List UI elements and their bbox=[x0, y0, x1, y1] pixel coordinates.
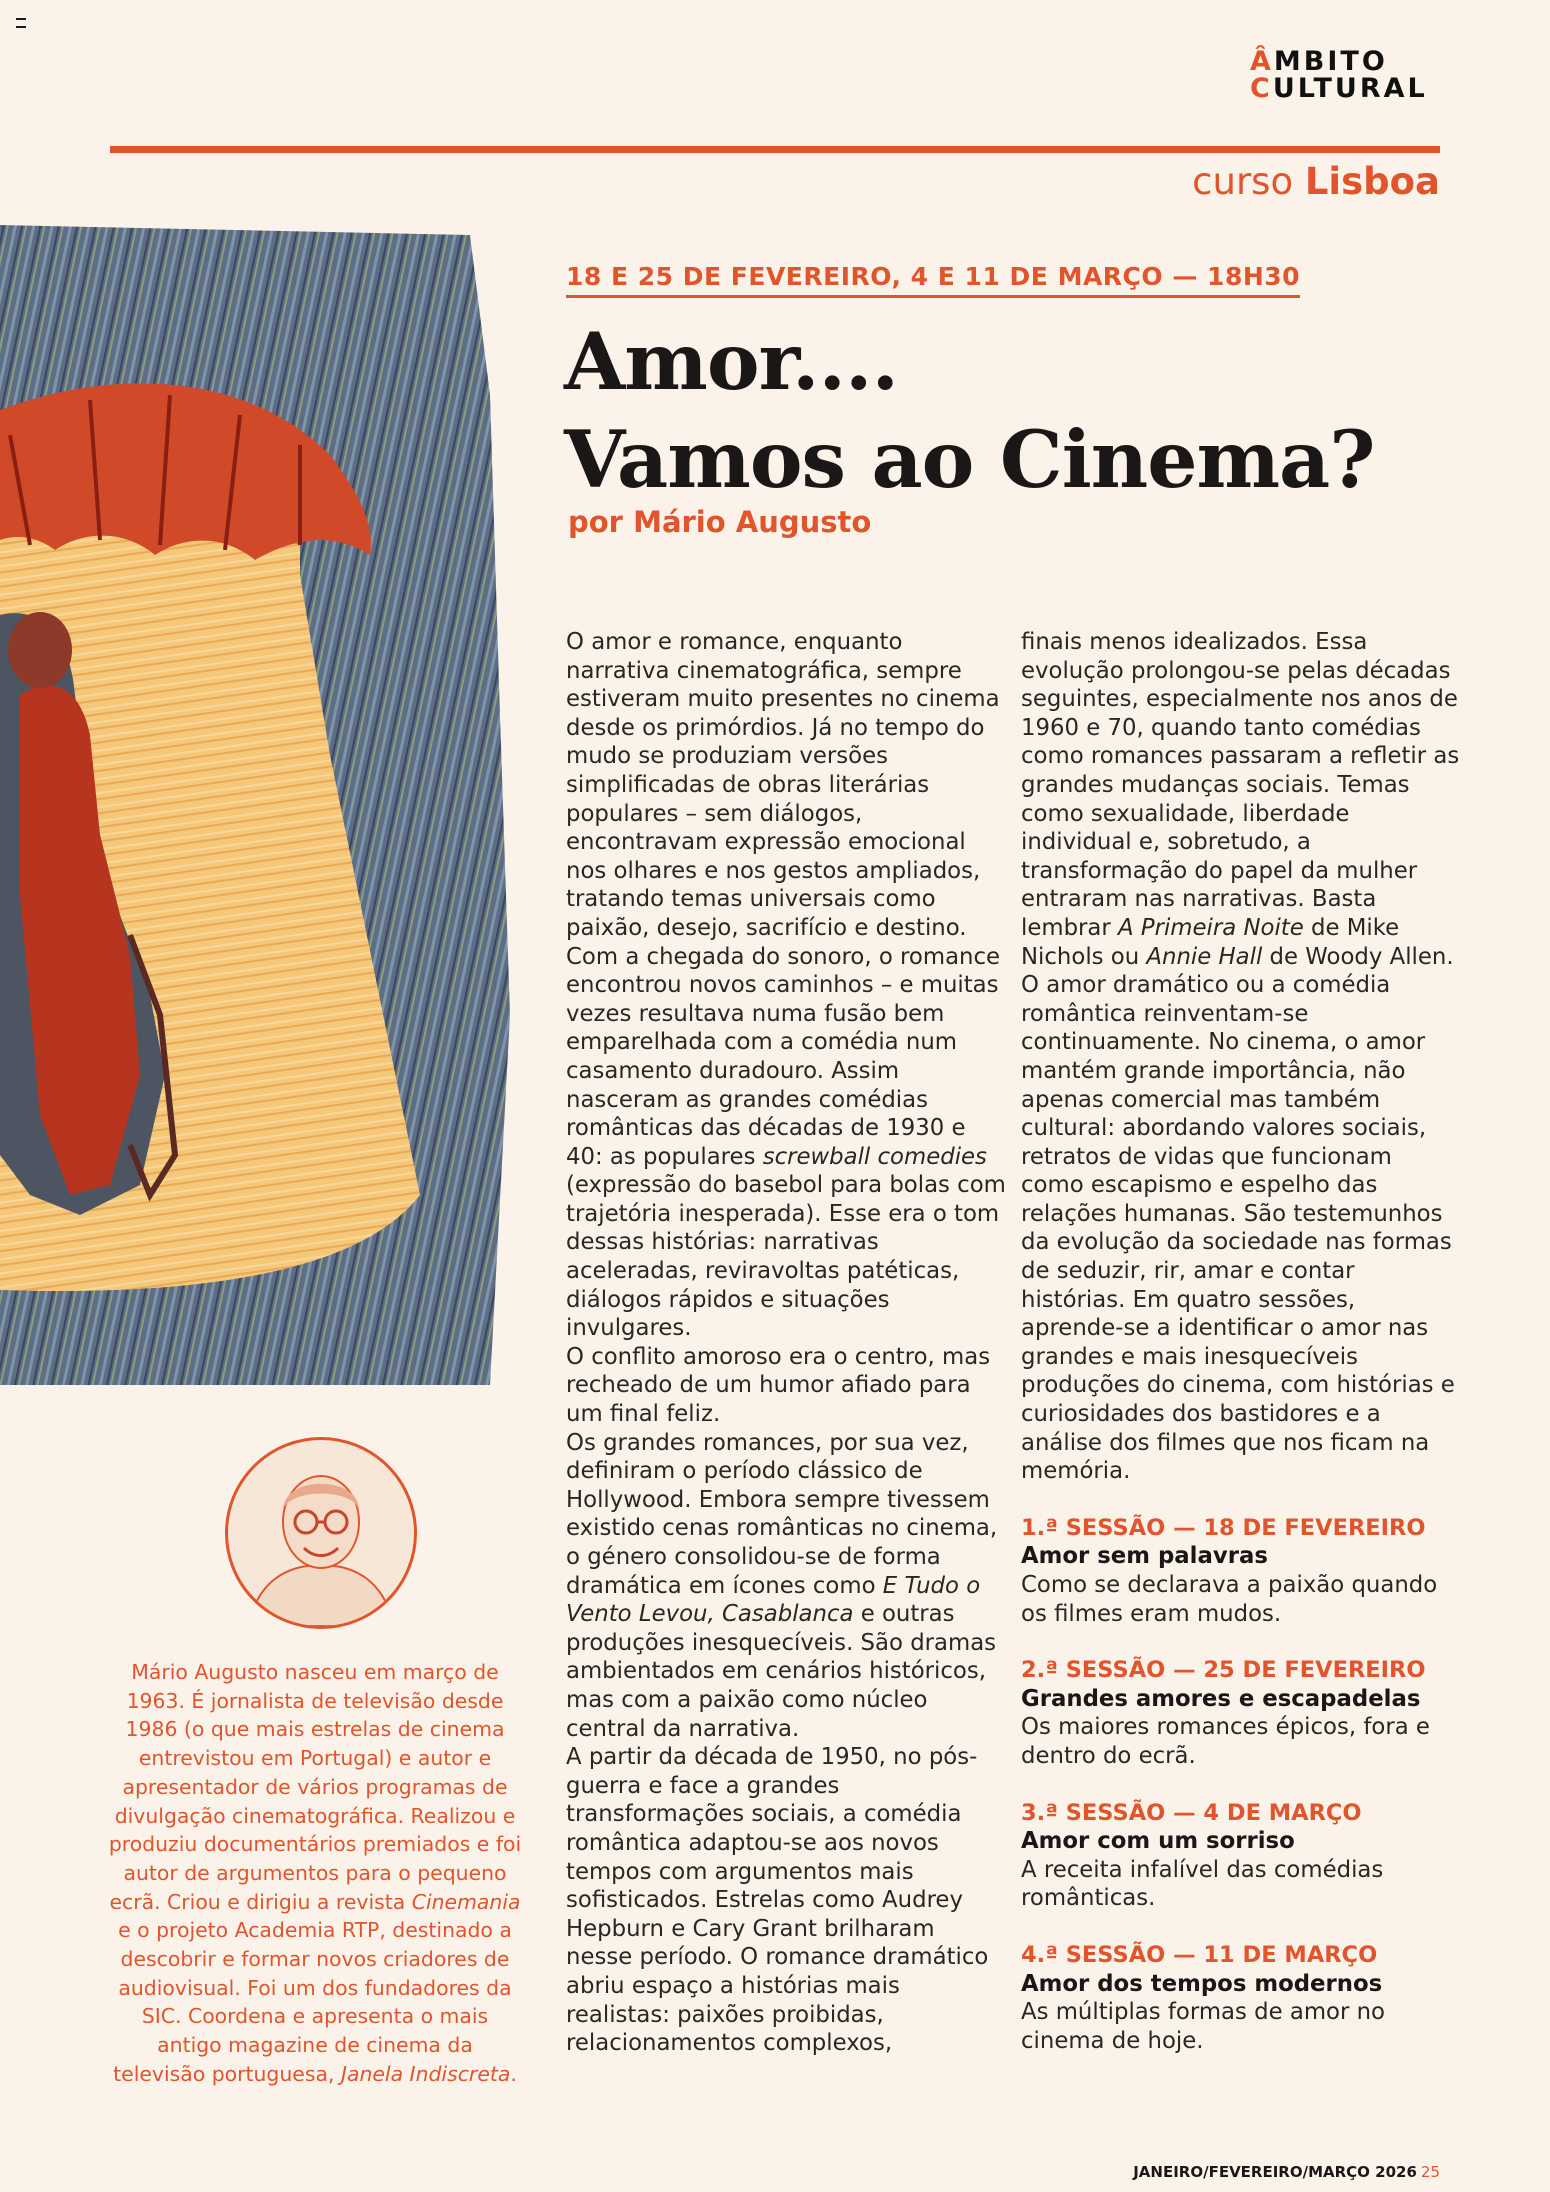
author-byline: por Mário Augusto bbox=[568, 505, 872, 539]
header-rule bbox=[110, 146, 1440, 153]
paragraph: Os grandes romances, por sua vez, definiram o período clássico de Hollywood. Embora sempre tivessem existido cenas românticas no cinema, o género consolidou-se de forma dramática em ícones como E Tudo o Vento Levou, Casablanca e outras produções inesquecíveis. São dramas ambientados em cenários históricos, mas com a paixão como núcleo central da narrativa. bbox=[566, 1429, 998, 1742]
session-heading: 3.ª SESSÃO — 4 DE MARÇO bbox=[1021, 1799, 1362, 1826]
session-3 bbox=[1021, 1799, 1461, 1913]
session-title: Amor sem palavras bbox=[1021, 1543, 1268, 1570]
paragraph: O amor e romance, enquanto narrativa cinematográfica, sempre estiveram muito presentes no cinema desde os primórdios. Já no tempo do mudo se produziam versões simplificadas de obras literárias populares – sem diálogos, encontravam expressão emocional nos olhares e nos gestos ampliados, tratando temas universais como paixão, desejo, sacrifício e destino. Com a chegada do sonoro, o romance encontrou novos caminhos – e muitas vezes resultava numa fusão bem emparelhada com a comédia num casamento duradouro. Assim nasceram as grandes comédias românticas das décadas de 1930 e 40: as populares screwball comedies (expressão do basebol para bolas com trajetória inesperada). Esse era o tom dessas histórias: narrativas aceleradas, reviravoltas patéticas, diálogos rápidos e situações invulgares. bbox=[566, 629, 1006, 1342]
session-description: Como se declarava a paixão quando os filmes eram mudos. bbox=[1021, 1572, 1438, 1627]
article-column-1 bbox=[566, 628, 1006, 2058]
session-title: Amor dos tempos modernos bbox=[1021, 1970, 1383, 1997]
title-line-1: Amor.... bbox=[564, 315, 898, 408]
session-2 bbox=[1021, 1656, 1461, 1770]
session-4 bbox=[1021, 1941, 1461, 2055]
paragraph: A partir da década de 1950, no pós-guerra e face a grandes transformações sociais, a comédia romântica adaptou-se aos novos tempos com argumentos mais sofisticados. Estrelas como Audrey Hepburn e Cary Grant brilharam nesse período. O romance dramático abriu espaço a histórias mais realistas: paixões proibidas, relacionamentos complexos, bbox=[566, 1744, 989, 2057]
page-title bbox=[564, 313, 1375, 509]
session-description: Os maiores romances épicos, fora e dentro do ecrã. bbox=[1021, 1714, 1430, 1769]
paragraph: O conflito amoroso era o centro, mas recheado de um humor afiado para um final feliz. bbox=[566, 1343, 991, 1428]
session-heading: 2.ª SESSÃO — 25 DE FEVEREIRO bbox=[1021, 1657, 1426, 1684]
paragraph: finais menos idealizados. Essa evolução prolongou-se pelas décadas seguintes, especialmente nos anos de 1960 e 70, quando tanto comédias como romances passaram a refletir as grandes mudanças sociais. Temas como sexualidade, liberdade individual e, sobretudo, a transformação do papel da mulher entraram nas narrativas. Basta lembrar A Primeira Noite de Mike Nichols ou Annie Hall de Woody Allen. bbox=[1021, 629, 1460, 970]
title-line-2: Vamos ao Cinema? bbox=[564, 413, 1375, 506]
menu-icon[interactable] bbox=[16, 18, 26, 28]
session-1 bbox=[1021, 1514, 1461, 1628]
ambito-cultural-logo: ÂMBITO CULTURAL bbox=[1250, 46, 1428, 104]
section-city: Lisboa bbox=[1304, 160, 1440, 203]
section-prefix: curso bbox=[1192, 160, 1294, 203]
issue-label: JANEIRO/FEVEREIRO/MARÇO 2026 bbox=[1133, 2163, 1417, 2181]
session-heading: 1.ª SESSÃO — 18 DE FEVEREIRO bbox=[1021, 1514, 1426, 1541]
session-description: As múltiplas formas de amor no cinema de hoje. bbox=[1021, 1999, 1386, 2054]
author-portrait bbox=[225, 1437, 417, 1629]
paragraph: O amor dramático ou a comédia romântica reinventam-se continuamente. No cinema, o amor mantém grande importância, não apenas comercial mas também cultural: abordando valores sociais, retratos de vidas que funcionam como escapismo e espelho das relações humanas. São testemunhos da evolução da sociedade nas formas de seduzir, rir, amar e contar histórias. Em quatro sessões, aprende-se a identificar o amor nas grandes e mais inesquecíveis produções do cinema, com histórias e curiosidades dos bastidores e a análise dos filmes que nos ficam na memória. bbox=[1021, 972, 1455, 1485]
page-number: 25 bbox=[1420, 2163, 1440, 2181]
session-title: Amor com um sorriso bbox=[1021, 1828, 1295, 1855]
session-description: A receita infalível das comédias românticas. bbox=[1021, 1856, 1384, 1912]
author-portrait-image bbox=[228, 1440, 414, 1626]
section-label bbox=[1192, 160, 1440, 203]
article-column-2 bbox=[1021, 628, 1461, 2055]
event-dates: 18 E 25 DE FEVEREIRO, 4 E 11 DE MARÇO — 18H30 bbox=[566, 262, 1300, 298]
session-heading: 4.ª SESSÃO — 11 DE MARÇO bbox=[1021, 1941, 1378, 1968]
author-bio: Mário Augusto nasceu em março de 1963. É jornalista de televisão desde 1986 (o que mais estrelas de cinema entrevistou em Portugal) e autor e apresentador de vários programas de divulgação cinematográfica. Realizou e produziu documentários premiados e foi autor de argumentos para o pequeno ecrã. Criou e dirigiu a revista Cinemania e o projeto Academia RTP, destinado a descobrir e formar novos criadores de audiovisual. Foi um dos fundadores da SIC. Coordena e apresenta o mais antigo magazine de cinema da televisão portuguesa, Janela Indiscreta. bbox=[108, 1660, 522, 2086]
page-footer bbox=[1133, 2163, 1440, 2181]
umbrella-couple-illustration bbox=[0, 195, 525, 1395]
session-title: Grandes amores e escapadelas bbox=[1021, 1685, 1421, 1712]
